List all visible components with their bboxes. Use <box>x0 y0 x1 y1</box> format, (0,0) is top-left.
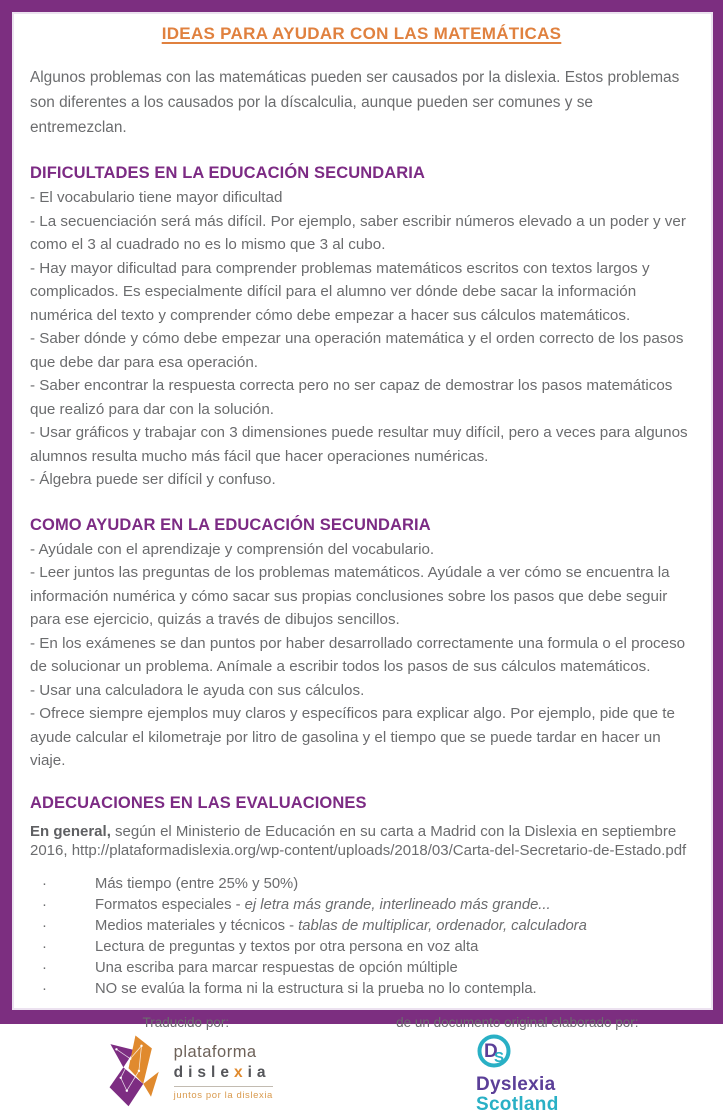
list-item: - Ofrece siempre ejemplos muy claros y específicos para explicar algo. Por ejemplo, pide que te ayude calcular el kilometraje por litro de gasolina y el tiempo que se puede tardar en hacer un viaje. <box>30 705 675 769</box>
section-heading-adecuaciones: ADECUACIONES EN LAS EVALUACIONES <box>30 793 367 812</box>
bullet-item <box>30 916 693 937</box>
bullet-marker: · <box>42 917 47 934</box>
plataforma-logo-icon <box>99 1032 165 1113</box>
bullet-item <box>30 874 693 895</box>
footer-original-by <box>342 1015 693 1114</box>
bullet-text: Más tiempo (entre 25% y 50%) <box>95 875 299 892</box>
section-heading-como-ayudar: COMO AYUDAR EN LA EDUCACIÓN SECUNDARIA <box>30 515 431 534</box>
svg-text:D: D <box>483 1040 498 1062</box>
list-dificultades <box>30 186 693 492</box>
footer <box>30 1015 693 1114</box>
bullet-item <box>30 958 693 979</box>
dislexia-word-accent: x <box>233 1064 248 1081</box>
adecuaciones-lead <box>30 822 693 861</box>
dislexia-word <box>174 1062 273 1083</box>
list-item: - Álgebra puede ser difícil y confuso. <box>30 471 276 488</box>
plataforma-dislexia-logo <box>99 1032 273 1113</box>
footer-translated-by <box>30 1015 342 1113</box>
dyslexia-scotland-logo <box>476 1033 559 1114</box>
dyslexia-scotland-monogram-icon <box>476 1033 512 1074</box>
plataforma-logo-wordmark <box>174 1043 273 1101</box>
list-item: - La secuenciación será más difícil. Por ejemplo, saber escribir números elevado a un poder y ver como el 3 al cuadrado no es lo mismo que 3 al cubo. <box>30 212 686 253</box>
list-item: - En los exámenes se dan puntos por haber desarrollado correctamente una formula o el proceso de solucionar un problema. Anímale a escribir todos los pasos de sus cálculos matemáticos. <box>30 634 686 675</box>
bullet-text: NO se evalúa la forma ni la estructura si la prueba no lo contempla. <box>95 980 537 997</box>
list-item: - Usar gráficos y trabajar con 3 dimensiones puede resultar muy difícil, pero a veces para algunos alumnos resulta mucho más fácil que hacer operaciones numéricas. <box>30 424 688 465</box>
section-heading-dificultades: DIFICULTADES EN LA EDUCACIÓN SECUNDARIA <box>30 164 426 182</box>
intro-paragraph: Algunos problemas con las matemáticas pueden ser causados por la dislexia. Estos problemas son diferentes a los causados por la díscalculia, aunque pueden ser comunes y se entremezclan. <box>30 69 680 136</box>
lead-text: según el Ministerio de Educación en su carta a Madrid con la Dislexia en septiembre 2016, http://plataformadislexia.org/wp-content/uploads/2018/03/Carta-del-Secretario-de-Estado.pdf <box>30 822 687 859</box>
bullet-text: Medios materiales y técnicos - <box>95 917 299 934</box>
bullet-item <box>30 937 693 958</box>
plataforma-word: plataforma <box>173 1043 257 1061</box>
bullet-marker: · <box>42 959 47 976</box>
translated-by-label: Traducido por: <box>142 1014 230 1030</box>
bullet-marker: · <box>42 980 47 997</box>
page-title: IDEAS PARA AYUDAR CON LAS MATEMÁTICAS <box>161 24 562 43</box>
bullet-text: Lectura de preguntas y textos por otra persona en voz alta <box>95 938 479 955</box>
adecuaciones-bullet-list <box>30 874 693 1000</box>
list-item: - Hay mayor dificultad para comprender problemas matemáticos escritos con textos largos y complicados. Es especialmente difícil para el alumno ver dónde debe sacar la información numérica del texto y comprender cómo debe empezar a hacer sus cálculos matemáticos. <box>30 259 650 324</box>
list-item: - Usar una calculadora le ayuda con sus cálculos. <box>30 681 365 699</box>
bullet-text: Una escriba para marcar respuestas de opción múltiple <box>95 959 458 976</box>
list-item: - Saber encontrar la respuesta correcta pero no ser capaz de demostrar los pasos matemáticos que realizó para dar con la solución. <box>30 377 673 418</box>
dyslexia-word: Dyslexia <box>475 1073 556 1095</box>
list-item: - Leer juntos las preguntas de los problemas matemáticos. Ayúdale a ver cómo se encuentra la información numérica y cómo sacar sus propias conclusiones sobre los pasos que debe seguir para ese ejercicio, quizás a través de dibujos sencillos. <box>30 564 670 628</box>
lead-bold: En general, <box>30 822 111 840</box>
bullet-marker: · <box>42 896 47 913</box>
bullet-text-italic: ej letra más grande, interlineado más grande... <box>244 896 551 913</box>
dislexia-word-post: ia <box>247 1064 271 1081</box>
bullet-item <box>30 895 693 916</box>
svg-text:S: S <box>493 1048 504 1066</box>
scotland-word: Scotland <box>475 1093 559 1115</box>
list-item: - Ayúdale con el aprendizaje y comprensión del vocabulario. <box>30 540 435 558</box>
list-como-ayudar <box>30 538 693 773</box>
bullet-text: Formatos especiales - <box>95 896 245 913</box>
list-item: - El vocabulario tiene mayor dificultad <box>30 189 283 206</box>
bullet-item <box>30 979 693 1000</box>
bullet-marker: · <box>42 875 47 892</box>
bullet-text-italic: tablas de multiplicar, ordenador, calculadora <box>298 917 587 934</box>
dislexia-word-pre: disle <box>173 1064 234 1081</box>
bullet-marker: · <box>42 938 47 955</box>
list-item: - Saber dónde y cómo debe empezar una operación matemática y el orden correcto de los pasos que debe dar para esa operación. <box>30 330 684 371</box>
original-by-label: de un documento original elaborado por: <box>396 1014 639 1030</box>
plataforma-tagline: juntos por la dislexia <box>174 1086 273 1101</box>
